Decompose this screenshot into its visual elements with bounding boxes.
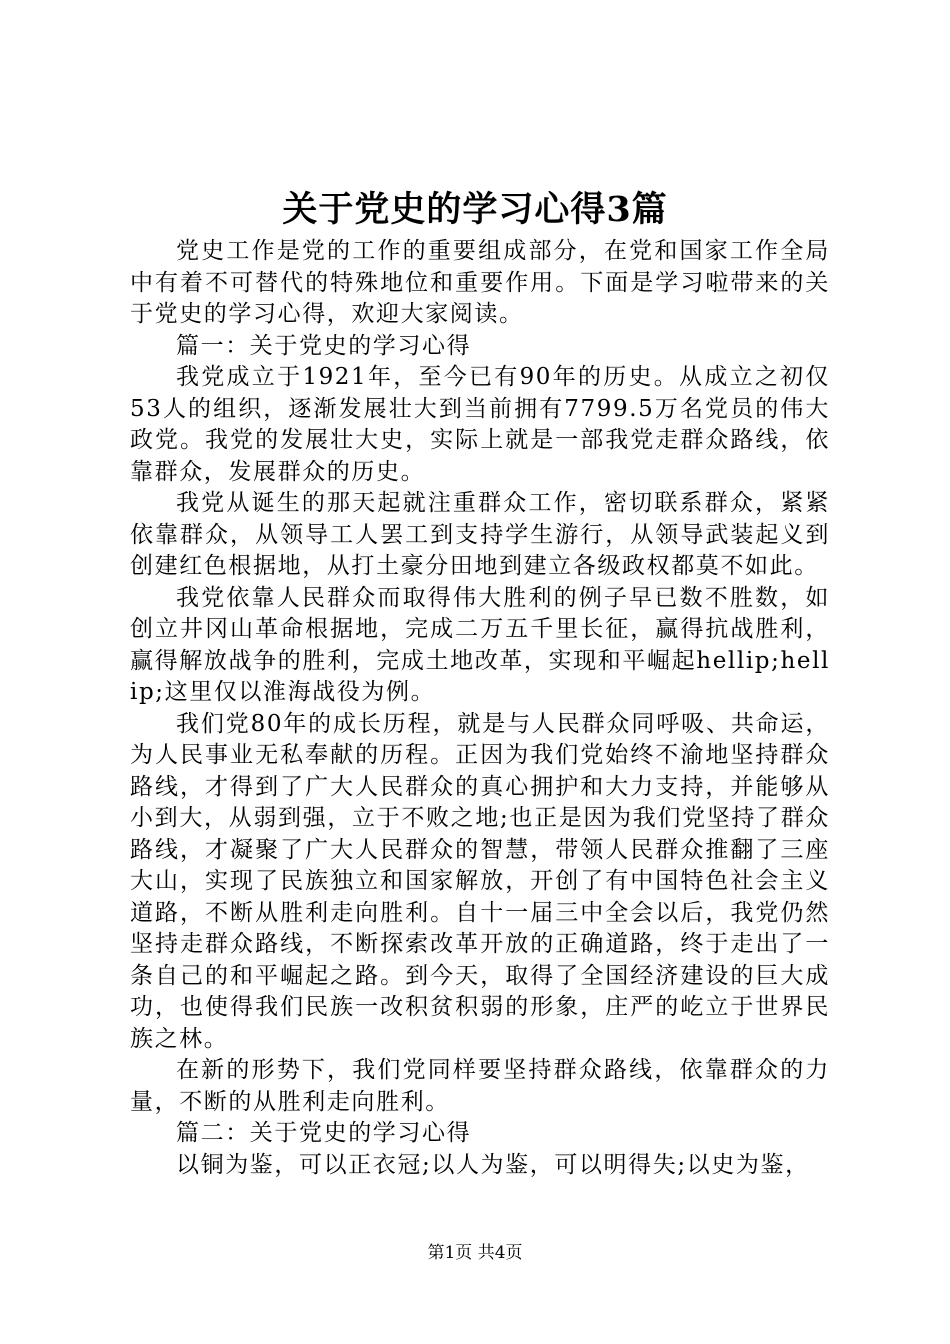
section-heading-1: 篇一：关于党史的学习心得 <box>176 332 472 359</box>
page-number-footer: 第1页 共4页 <box>427 1243 523 1263</box>
document-title: 关于党史的学习心得3篇 <box>282 189 668 230</box>
paragraph-intro: 党史工作是党的工作的重要组成部分，在党和国家工作全局中有着不可替代的特殊地位和重要作用。下面是学习啦带来的关于党史的学习心得，欢迎大家阅读。 <box>130 238 830 327</box>
paragraph: 我党成立于1921年，至今已有90年的历史。从成立之初仅53人的组织，逐渐发展壮大到当前拥有7799.5万名党员的伟大政党。我党的发展壮大史，实际上就是一部我党走群众路线，依靠群众，发展群众的历史。 <box>130 364 830 485</box>
section-heading-2: 篇二：关于党史的学习心得 <box>176 1120 472 1146</box>
paragraph: 我党依靠人民群众而取得伟大胜利的例子早已数不胜数，如创立井冈山革命根据地，完成二万五千里长征，赢得抗战胜利，赢得解放战争的胜利，完成土地改革，实现和平崛起hellip;hellip;这里仅以淮海战役为例。 <box>130 584 830 705</box>
paragraph: 我党从诞生的那天起就注重群众工作，密切联系群众，紧紧依靠群众，从领导工人罢工到支持学生游行，从领导武装起义到创建红色根据地，从打土豪分田地到建立各级政权都莫不如此。 <box>130 490 830 579</box>
paragraph: 以铜为鉴，可以正衣冠;以人为鉴，可以明得失;以史为鉴， <box>176 1151 810 1178</box>
document-body <box>130 236 830 1181</box>
paragraph: 我们党80年的成长历程，就是与人民群众同呼吸、共命运，为人民事业无私奉献的历程。正因为我们党始终不渝地坚持群众路线，才得到了广大人民群众的真心拥护和大力支持，并能够从小到大，从弱到强，立于不败之地;也正是因为我们党坚持了群众路线，才凝聚了广大人民群众的智慧，带领人民群众推翻了三座大山，实现了民族独立和国家解放，开创了有中国特色社会主义道路，不断从胜利走向胜利。自十一届三中全会以后，我党仍然坚持走群众路线，不断探索改革开放的正确道路，终于走出了一条自己的和平崛起之路。到今天，取得了全国经济建设的巨大成功，也使得我们民族一改积贫积弱的形象，庄严的屹立于世界民族之林。 <box>130 710 830 1052</box>
paragraph: 在新的形势下，我们党同样要坚持群众路线，依靠群众的力量，不断的从胜利走向胜利。 <box>130 1057 830 1115</box>
